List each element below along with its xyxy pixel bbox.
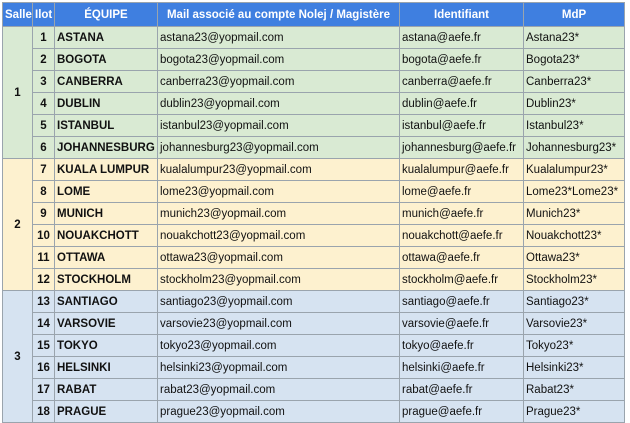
ilot-cell: 10: [33, 225, 55, 247]
identifiant-cell: johannesburg@aefe.fr: [400, 137, 524, 159]
mail-cell: canberra23@yopmail.com: [158, 71, 400, 93]
ilot-cell: 15: [33, 335, 55, 357]
mdp-cell: Dublin23*: [524, 93, 625, 115]
identifiant-cell: stockholm@aefe.fr: [400, 269, 524, 291]
identifiant-cell: prague@aefe.fr: [400, 401, 524, 423]
equipe-cell: KUALA LUMPUR: [55, 159, 158, 181]
equipe-cell: SANTIAGO: [55, 291, 158, 313]
salle-cell: 3: [3, 291, 33, 423]
identifiant-cell: canberra@aefe.fr: [400, 71, 524, 93]
table-row: [3, 115, 625, 137]
header-row: [3, 3, 625, 27]
equipe-cell: CANBERRA: [55, 71, 158, 93]
table-row: [3, 137, 625, 159]
mdp-cell: Munich23*: [524, 203, 625, 225]
mdp-cell: Santiago23*: [524, 291, 625, 313]
equipe-cell: ISTANBUL: [55, 115, 158, 137]
identifiant-cell: helsinki@aefe.fr: [400, 357, 524, 379]
ilot-cell: 6: [33, 137, 55, 159]
equipe-cell: RABAT: [55, 379, 158, 401]
ilot-cell: 4: [33, 93, 55, 115]
mdp-cell: Helsinki23*: [524, 357, 625, 379]
ilot-cell: 18: [33, 401, 55, 423]
mail-cell: munich23@yopmail.com: [158, 203, 400, 225]
equipe-cell: OTTAWA: [55, 247, 158, 269]
header-ilot: Ilot: [33, 3, 55, 27]
mdp-cell: Bogota23*: [524, 49, 625, 71]
ilot-cell: 12: [33, 269, 55, 291]
salle-cell: 2: [3, 159, 33, 291]
identifiant-cell: santiago@aefe.fr: [400, 291, 524, 313]
table-row: [3, 159, 625, 181]
ilot-cell: 2: [33, 49, 55, 71]
ilot-cell: 1: [33, 27, 55, 49]
table-row: [3, 335, 625, 357]
mail-cell: varsovie23@yopmail.com: [158, 313, 400, 335]
table-row: [3, 225, 625, 247]
table-row: [3, 49, 625, 71]
mail-cell: lome23@yopmail.com: [158, 181, 400, 203]
mdp-cell: Stockholm23*: [524, 269, 625, 291]
mail-cell: dublin23@yopmail.com: [158, 93, 400, 115]
identifiant-cell: ottawa@aefe.fr: [400, 247, 524, 269]
table-row: [3, 93, 625, 115]
identifiant-cell: istanbul@aefe.fr: [400, 115, 524, 137]
identifiant-cell: kualalumpur@aefe.fr: [400, 159, 524, 181]
mail-cell: prague23@yopmail.com: [158, 401, 400, 423]
mdp-cell: Johannesburg23*: [524, 137, 625, 159]
teams-table: [2, 2, 625, 423]
table-row: [3, 181, 625, 203]
table-row: [3, 247, 625, 269]
mdp-cell: Nouakchott23*: [524, 225, 625, 247]
header-equipe: ÉQUIPE: [55, 3, 158, 27]
table-row: [3, 203, 625, 225]
identifiant-cell: astana@aefe.fr: [400, 27, 524, 49]
mail-cell: kualalumpur23@yopmail.com: [158, 159, 400, 181]
identifiant-cell: nouakchott@aefe.fr: [400, 225, 524, 247]
table-row: [3, 71, 625, 93]
ilot-cell: 7: [33, 159, 55, 181]
table-row: [3, 401, 625, 423]
equipe-cell: JOHANNESBURG: [55, 137, 158, 159]
mdp-cell: Varsovie23*: [524, 313, 625, 335]
mail-cell: nouakchott23@yopmail.com: [158, 225, 400, 247]
header-mail: Mail associé au compte Nolej / Magistère: [158, 3, 400, 27]
identifiant-cell: varsovie@aefe.fr: [400, 313, 524, 335]
ilot-cell: 11: [33, 247, 55, 269]
ilot-cell: 16: [33, 357, 55, 379]
equipe-cell: VARSOVIE: [55, 313, 158, 335]
mdp-cell: Kualalumpur23*: [524, 159, 625, 181]
equipe-cell: ASTANA: [55, 27, 158, 49]
mail-cell: ottawa23@yopmail.com: [158, 247, 400, 269]
equipe-cell: NOUAKCHOTT: [55, 225, 158, 247]
equipe-cell: TOKYO: [55, 335, 158, 357]
mail-cell: tokyo23@yopmail.com: [158, 335, 400, 357]
equipe-cell: HELSINKI: [55, 357, 158, 379]
equipe-cell: MUNICH: [55, 203, 158, 225]
salle-cell: 1: [3, 27, 33, 159]
mail-cell: rabat23@yopmail.com: [158, 379, 400, 401]
table-row: [3, 291, 625, 313]
identifiant-cell: rabat@aefe.fr: [400, 379, 524, 401]
equipe-cell: PRAGUE: [55, 401, 158, 423]
mail-cell: stockholm23@yopmail.com: [158, 269, 400, 291]
mdp-cell: Rabat23*: [524, 379, 625, 401]
mail-cell: helsinki23@yopmail.com: [158, 357, 400, 379]
identifiant-cell: tokyo@aefe.fr: [400, 335, 524, 357]
mdp-cell: Ottawa23*: [524, 247, 625, 269]
mdp-cell: Canberra23*: [524, 71, 625, 93]
ilot-cell: 9: [33, 203, 55, 225]
table-row: [3, 27, 625, 49]
mail-cell: astana23@yopmail.com: [158, 27, 400, 49]
ilot-cell: 13: [33, 291, 55, 313]
ilot-cell: 8: [33, 181, 55, 203]
ilot-cell: 5: [33, 115, 55, 137]
header-identifiant: Identifiant: [400, 3, 524, 27]
mdp-cell: Prague23*: [524, 401, 625, 423]
mdp-cell: Astana23*: [524, 27, 625, 49]
equipe-cell: STOCKHOLM: [55, 269, 158, 291]
table-row: [3, 313, 625, 335]
table-row: [3, 357, 625, 379]
header-mdp: MdP: [524, 3, 625, 27]
identifiant-cell: lome@aefe.fr: [400, 181, 524, 203]
mail-cell: johannesburg23@yopmail.com: [158, 137, 400, 159]
equipe-cell: BOGOTA: [55, 49, 158, 71]
header-salle: Salle: [3, 3, 33, 27]
mdp-cell: Tokyo23*: [524, 335, 625, 357]
ilot-cell: 17: [33, 379, 55, 401]
mail-cell: santiago23@yopmail.com: [158, 291, 400, 313]
mdp-cell: Istanbul23*: [524, 115, 625, 137]
identifiant-cell: dublin@aefe.fr: [400, 93, 524, 115]
identifiant-cell: bogota@aefe.fr: [400, 49, 524, 71]
mdp-cell: Lome23*Lome23*: [524, 181, 625, 203]
table-row: [3, 269, 625, 291]
identifiant-cell: munich@aefe.fr: [400, 203, 524, 225]
equipe-cell: LOME: [55, 181, 158, 203]
table-row: [3, 379, 625, 401]
mail-cell: bogota23@yopmail.com: [158, 49, 400, 71]
equipe-cell: DUBLIN: [55, 93, 158, 115]
ilot-cell: 14: [33, 313, 55, 335]
mail-cell: istanbul23@yopmail.com: [158, 115, 400, 137]
ilot-cell: 3: [33, 71, 55, 93]
